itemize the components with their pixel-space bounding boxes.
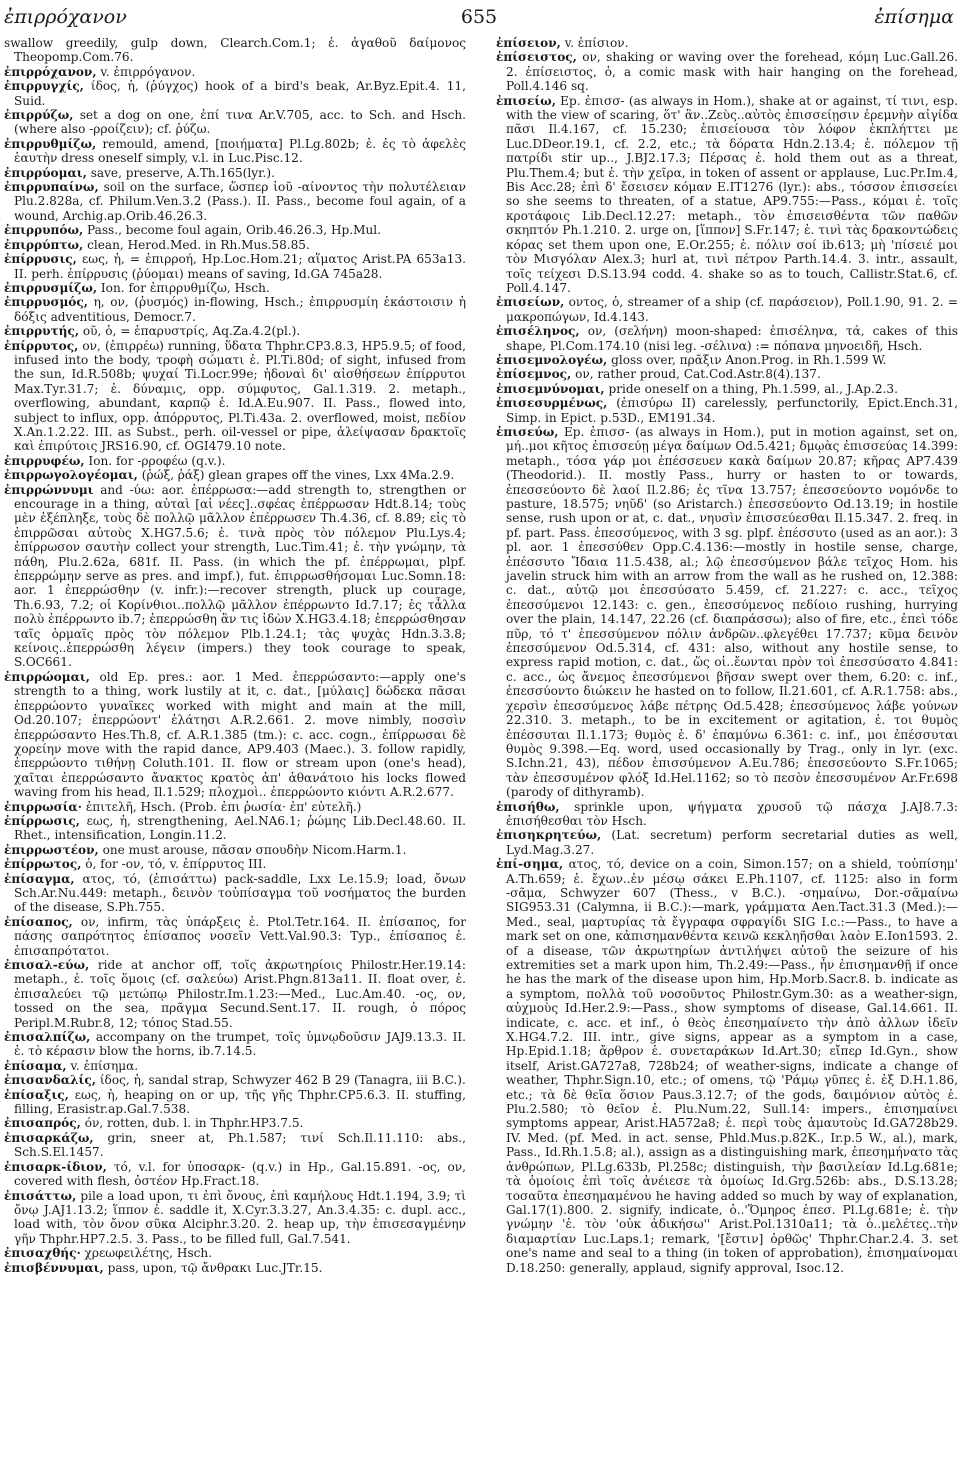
entry-text: χρεωφειλέτης, Hsch. — [84, 1246, 213, 1261]
entry-lemma: ἐπισάττω, — [4, 1188, 77, 1203]
entry-text: οντος, ὁ, streamer of a ship (cf. παράσειον), Poll.1.90, 91. 2. = μακροπώγων, Id.4.143. — [506, 295, 958, 324]
entry-text: pile a load upon, τι ἐπὶ ὄνους, ἐπὶ καμήλους Hdt.1.194, 3.9; τὶ ὄνῳ J.AJ1.13.2; ἵππον ἐ. saddle it, X.Cyr.3.3.27, An.3.4.35: c. dupl. acc., load with, τὸν ὄνον σῦκα Alciphr.3.20. 2. heap up, τὴν ἐπισεσαγμένην γῆν Thphr.HP7.2.5. 3. Pass., to be filled full, Gal.7.541. — [14, 1188, 466, 1246]
dictionary-entry — [4, 468, 466, 482]
entry-lemma: ἐπίσεμνος, — [496, 367, 572, 382]
entry-text: save, preserve, A.Th.165(lyr.). — [90, 165, 275, 180]
dictionary-entry — [496, 353, 958, 367]
dictionary-entry — [4, 1131, 466, 1160]
entry-text: (Lat. secretum) perform secretarial duties as well, Lyd.Mag.3.27. — [506, 828, 958, 857]
entry-text: pass, upon, τῷ ἄνθρακι Luc.JTr.15. — [107, 1260, 323, 1275]
entry-text: Ep. ἐπισσ- (as always in Hom.), shake at or against, τί τινι, esp. with the view of scaring, ὅτ' ἂν..Ζεὺς..αὐτὸς ἐπισσείῃσιν ἐρεμνὴν αἰγίδα πᾶσι Il.4.167, cf. 15.230; ἐπισείουσα τὸν λόφον ἐκπλήττει με Luc.DDeor.19.1, cf. 2.2, etc.; τὰ δόρατα Hdn.2.13.4; ἐ. πόλεμον τῇ πατρίδι stir up.., J.BJ2.17.3; Πέρσας ἐ. hold them out as a threat, Plu.Them.4; but ἐ. τὴν χεῖρα, in token of assent or applause, Luc.Pr.Im.4, Bis Acc.28; ἐπὶ δ' ἔσεισεν κόμαν E.IT1276 (lyr.): abs., τόσσον ἐπισσείει so she seems to threaten, of a statue, AP9.755:—Pass., κόμαι ἐ. τοῖς κροτάφοις Lib.Decl.12.27: metaph., τὸν ἐπισεισθέντα τῶν παθῶν σκηπτόν Ph.1.210. 2. urge on, [ἵππον] S.Fr.147; ἐ. τινὶ τὰς δρακοντώδεις κόρας set them upon one, E.Or.255; ἐ. πόλιν σοί ib.613; μὴ 'πίσειέ μοι τὸν Μισγόλαν Alex.3; hurl at, τινὶ πέτρον Parth.14.4. 3. intr., assault, τοῖς τείχεσι D.S.13.94 codd. 4. shake so as to touch, Callistr.Stat.6, cf. Poll.4.147. — [506, 93, 958, 295]
entry-lemma: ἐπισαλ-εύω, — [4, 958, 90, 972]
entry-text: old Ep. pres.: aor. 1 Med. ἐπερρώσαντο:—apply one's strength to a thing, work lustily at it, c. dat., [μύλαις] δώδεκα πᾶσαι ἐπερρώοντο γυναῖκες worked with might and main at the mill, Od.20.107; ἐπερρώοντ' ἐλάτησι A.R.2.661. 2. move nimbly, ποσσὶν ἐπερρώσαντο Hes.Th.8, cf. A.R.1.385 (tm.): c. acc. cogn., ἐπίρρωσαι δὲ χορείην move with the rapid dance, AP9.403 (Maec.). 3. follow rapidly, ἐπερρώοντο τιθήνῃ Coluth.101. II. flow or stream upon (one's head), χαῖται ἐπερρώσαντο ἄνακτος κρατὸς ἀπ' ἀθανάτοιο his locks flowed waving from his head, Il.1.529; πλοχμοὶ.. ἐπερρώοντο κιόντι A.R.2.677. — [14, 669, 466, 800]
entry-text: sprinkle upon, ψήγματα χρυσοῦ τῷ πάσχα J.AJ8.7.3: ἐπισήθεσθαι τὸν Hsch. — [506, 799, 958, 828]
dictionary-entry — [496, 382, 958, 396]
entry-text: εως, ἡ, strengthening, Ael.NA6.1; ῥώμης Lib.Decl.48.60. II. Rhet., intensification, Longin.11.2. — [14, 813, 466, 843]
entry-text: ίδος, ἡ, (ῥύγχος) hook of a bird's beak, Ar.Byz.Epit.4. 11, Suid. — [14, 79, 466, 108]
entry-lemma: ἐπισήθω, — [496, 799, 560, 814]
dictionary-entry — [4, 180, 466, 223]
dictionary-entry — [4, 1160, 466, 1189]
entry-text: Ion. for -ρροφέω (q.v.). — [88, 453, 226, 468]
entry-text: ἐπιτελῆ, Hsch. (Prob. ἐπι ῥωσία· ἐπ' εὐτελῆ.) — [85, 799, 362, 814]
dictionary-entry — [4, 108, 466, 137]
entry-text: εως, ἡ, = ἐπιρροή, Hp.Loc.Hom.21; αἵματος Arist.PA 653a13. II. perh. ἐπίρρυσις (ῥύομαι) means of saving, Id.GA 745a28. — [14, 252, 466, 281]
dictionary-entry — [4, 137, 466, 166]
entry-text: ον, infirm, τὰς ὑπάρξεις ἐ. Ptol.Tetr.164. II. ἐπίσαπος, for πάσης σαπρότητος ἐπίσαπος νοσεῖν Vett.Val.90.3: Typ., ἐπίσαπος ἐ. ἐπισαπρότατοι. — [14, 914, 466, 958]
dictionary-entry — [4, 800, 466, 814]
entry-lemma: ἐπισηκρητεύω, — [496, 828, 602, 843]
entry-text: accompany on the trumpet, τοῖς ὑμνῳδοῦσιν JAJ9.13.3. II. ἐ. τὸ κέρασιν blow the horns, ib.7.14.5. — [14, 1030, 466, 1059]
entry-lemma: ἐπιρρυτής, — [4, 324, 80, 339]
entry-text: v. ἐπίσιον. — [564, 36, 629, 50]
running-headword-right: ἐπίσημα — [874, 6, 954, 28]
dictionary-entry — [4, 1116, 466, 1130]
dictionary-entry — [4, 65, 466, 79]
entry-lemma: ἐπιρρωστέον, — [4, 842, 99, 857]
entry-lemma: ἐπισαλπίζω, — [4, 1030, 91, 1045]
dictionary-entry — [4, 1073, 466, 1087]
entry-lemma: ἐπίσαγμα, — [4, 871, 75, 886]
entry-text: εως, ἡ, heaping on or up, τῆς γῆς Thphr.CP5.6.3. II. stuffing, filling, Erasistr.ap.Gal.7.538. — [14, 1087, 466, 1117]
entry-lemma: ἐπιρρώομαι, — [4, 669, 90, 684]
entry-lemma: ἐπισεύω, — [496, 424, 559, 439]
entry-text: Pass., become foul again, Orib.46.26.3, Hp.Mul. — [87, 223, 381, 238]
entry-text: οῦ, ὁ, = ἐπαρυστρίς, Aq.Za.4.2(pl.). — [82, 324, 301, 339]
entry-lemma: ἐπίρρωτος, — [4, 857, 82, 872]
entry-text: and -ύω: aor. ἐπέρρωσα:—add strength to, strengthen or encourage in a thing, αὐταὶ [αἱ νέες]..σφέας ἐπέρρωσαν Hdt.8.14; τοὺς μὲν ἐξέπληξε, τοὺς δὲ πολλῷ μᾶλλον ἐπέρρωσεν Th.4.36, cf. 8.89; εἰς τὸ ἐπιρρῶσαι αὐτοὺς X.HG7.5.6; ἐ. τινὰ πρὸς τὸν πόλεμον Plu.Lys.4; ἐπίρρωσον σαυτὴν collect your strength, Luc.Tim.41; ἐ. τὴν γνώμην, τὰ πάθη, Plu.2.62a, 681f. II. Pass. (in which the pf. ἐπέρρωμαι, plpf. ἐπερρώμην serve as pres. and impf.), fut. ἐπιρρωσθήσομαι Luc.Somn.18: aor. 1 ἐπερρώσθην (v. infr.):—recover strength, pluck up courage, Th.6.93, 7.2; οἱ Κορίνθιοι..πολλῷ μᾶλλον ἐπέρρωντο Id.7.17; ἐς τἆλλα πολὺ ἐπέρρωντο ib.7; ἐπερρώσθη ἂν τις ἰδὼν X.HG3.4.18; ἐπερρώσθησαν ταῖς ὁρμαῖς πρὸς τὸν πόλεμον Plb.1.24.1; τὰς ψυχὰς Hdn.3.3.8; κείνοις..ἐπερρώσθη λέγειν (impers.) they took courage to speak, S.OC661. — [14, 482, 466, 670]
entry-lemma: ἐπίσαμα, — [4, 1058, 67, 1073]
entry-text: grin, sneer at, Ph.1.587; τινί Sch.Il.11.110: abs., Sch.S.El.1457. — [14, 1130, 466, 1160]
dictionary-entry — [4, 238, 466, 252]
entry-lemma: ἐπισεσυρμένως, — [496, 396, 608, 411]
entry-lemma: ἐπισανδαλίς, — [4, 1073, 96, 1088]
entry-text: ride at anchor off, τοῖς ἀκρωτηρίοις Philostr.Her.19.14: metaph., ἐ. τοῖς ὅμοις (cf. σαλεύω) Arist.Phgn.813a11. II. float over, ἐ. ἐπισαλεύει τῷ μετώπῳ Philostr.Im.1.23:—Med., Luc.Am.40. -ος, ον, tossed on the sea, πρᾶγμα Secund.Sent.17. II. rough, ὁ πόρος Peripl.M.Rubr.8, 12; τόπος Stad.55. — [14, 958, 466, 1030]
entry-text: (ῥώξ, ῥάξ) glean grapes off the vines, Lxx 4Ma.2.9. — [141, 468, 455, 483]
entry-lemma: ἐπισαρκ-ίδιον, — [4, 1159, 107, 1174]
dictionary-entry — [4, 1246, 466, 1260]
entry-text: pride oneself on a thing, Ph.1.599, al., J.Ap.2.3. — [608, 381, 898, 396]
dictionary-entry — [4, 252, 466, 281]
dictionary-entry — [4, 843, 466, 857]
dictionary-entry — [496, 367, 958, 381]
dictionary-entry — [4, 166, 466, 180]
dictionary-entry — [4, 1030, 466, 1059]
entry-lemma: ἐπιρρύπτω, — [4, 237, 84, 252]
entry-text: v. ἐπίσημα. — [70, 1058, 139, 1073]
dictionary-entry — [4, 814, 466, 843]
dictionary-entry — [4, 295, 466, 324]
entry-lemma: ἐπισείων, — [496, 295, 565, 310]
page-number: 655 — [460, 6, 498, 28]
entry-lemma: ἐπιρρωσία· — [4, 799, 82, 814]
entry-lemma: ἐπισεμνολογέω, — [496, 352, 608, 367]
entry-lemma: ἐπίσειον, — [496, 36, 561, 50]
entry-text: ίδος, ἡ, sandal strap, Schwyzer 462 B 29 (Tanagra, iii B.C.). — [99, 1073, 466, 1088]
entry-lemma: ἐπιρρυπαίνω, — [4, 180, 99, 195]
entry-lemma: ἐπιρρωγολογέομαι, — [4, 468, 138, 483]
dictionary-entry — [496, 50, 958, 93]
dictionary-entry — [496, 425, 958, 800]
entry-text: ὁ, for -ον, τό, v. ἐπίρρυτος III. — [85, 857, 267, 872]
entry-lemma: ἐπιρρυθμίζω, — [4, 136, 97, 151]
dictionary-entry — [496, 828, 958, 857]
entry-text: v. ἐπιρρόγανον. — [100, 64, 196, 79]
entry-text: remould, amend, [ποιήματα] Pl.Lg.802b; ἐ. ἐς τὸ ἀφελὲς ἑαυτὴν dress oneself simply, v.l. in Luc.Pisc.12. — [14, 136, 466, 166]
entry-text: Ion. for ἐπιρρυθμίζω, Hsch. — [100, 280, 270, 295]
entry-lemma: ἐπίρρυσις, — [4, 252, 77, 267]
entry-text: one must arouse, πᾶσαν σπουδὴν Nicom.Harm.1. — [102, 842, 407, 857]
dictionary-entry — [496, 94, 958, 296]
entry-lemma: ἐπισαπρός, — [4, 1116, 81, 1131]
dictionary-entry — [496, 295, 958, 324]
entry-text: set a dog on one, ἐπί τινα Ar.V.705, acc. to Sch. and Hsch.(where also -ρροίζειν); cf. ῥύζω. — [14, 108, 466, 137]
entry-lemma: ἐπιρρώννυμι — [4, 482, 94, 497]
entry-text: gloss over, πρᾶξιν Anon.Prog. in Rh.1.599 W. — [611, 352, 887, 367]
entry-text: ον, shaking or waving over the forehead, κόμη Luc.Gall.26. 2. ἐπίσειστος, ὁ, a comic mask with hair hanging on the forehead, Poll.4.146 sq. — [506, 50, 958, 94]
running-headword-left: ἐπιρρόχανον — [4, 6, 127, 28]
entry-lemma: ἐπισβέννυμαι, — [4, 1260, 104, 1275]
dictionary-entry — [4, 670, 466, 800]
right-column — [496, 36, 958, 1468]
dictionary-entry — [496, 800, 958, 829]
dictionary-entry — [4, 1261, 466, 1275]
entry-text: ον, rather proud, Cat.Cod.Astr.8(4).137. — [575, 367, 821, 382]
dictionary-entry — [4, 915, 466, 958]
dictionary-entry — [496, 857, 958, 1275]
dictionary-entry — [4, 36, 466, 65]
entry-lemma: ἐπιρρύζω, — [4, 108, 74, 123]
page-header — [4, 6, 954, 34]
entry-lemma: ἐπί-σημα, — [496, 857, 564, 872]
dictionary-entry — [4, 281, 466, 295]
dictionary-entry — [4, 1088, 466, 1117]
entry-lemma: ἐπίσαπος, — [4, 914, 73, 929]
dictionary-entry — [4, 454, 466, 468]
dictionary-entry — [4, 872, 466, 915]
dictionary-entry — [4, 483, 466, 670]
entry-lemma: ἐπίσειστος, — [496, 50, 577, 65]
entry-lemma: ἐπισεμνύνομαι, — [496, 381, 605, 396]
entry-text: όν, rotten, dub. l. in Thphr.HP3.7.5. — [84, 1116, 304, 1131]
entry-text: ον, (σελήνη) moon-shaped: ἐπισέληνα, τά, cakes of this shape, Pl.Com.174.10 (nisi leg. -σέλινα) := πόπανα μηνοειδῆ, Hsch. — [506, 324, 958, 353]
entry-lemma: ἐπίσαξις, — [4, 1087, 69, 1102]
entry-text: ατος, τό, device on a coin, Simon.157; on a shield, τοὐπίσημ' A.Th.659; ἐ. ἔχων..ἐν μέσῳ σάκει E.Ph.1107, cf. 1125: also in form -σᾶμα, Schwyzer 607 (Thess., v B.C.). -σημαίνω, Dor.-σᾶμαίνω SIG953.31 (Calymna, ii B.C.):—mark, γράμματα Aen.Tact.31.3 (Med.):—Med., seal, μαρτυρίας τὰ ἔγγραφα σφραγίδι SIG I.c.:—Pass., to have a mark set on one, κἀπισημανθέντα κεινῶ κεκληῆσθαι λαὸν E.Ion1593. 2. of a disease, τῶν ἀκρωτηρίων ἀντιλήψει αὐτοῦ the seizure of his extremities set a mark upon him, Th.2.49:—Pass., ἦν ἐπισημανθῇ if once he has the mark of the disease upon him, Hp.Morb.Sacr.8. b. indicate as a symptom, πολλὰ τοῦ νοσοῦντος Philostr.Gym.30: as a weather-sign, αὐχμοὺς Id.Her.2.9:—Pass., show symptoms of disease, Gal.14.661. II. indicate, c. acc. et inf., ὁ θεὸς ἐπεσημαίνετο τὴν ἀπὸ ἀλλων ἰδεῖν X.HG4.7.2. III. intr., give signs, appear as a symptom in a case, Hp.Epid.1.18; ἄρθρον ἐ. συνεταράκων Id.Art.30; εἴπερ Id.Gyn., show itself, Arist.GA727a8, 728b24; of weather-signs, indicate a change of weather, Thphr.Sign.10, etc.; of omens, τῷ 'Ράμῳ γῦπες ἐ. ἐξ D.H.1.86, etc.; τὰ δὲ θεῖα ὅσιον Paus.3.12.7; of the gods, δαιμόνιον αὐτὸς ἐ. Plu.2.580; τὸ θεῖον ἐ. Plu.Num.22, Sull.14: impers., ἐπισημαίνει symptoms appear, Arist.HA572a8; ἐ. περὶ τοὺς ἀμαυτοὺς Id.GA728b29. IV. Med. (pf. Med. in act. sense, Phld.Mus.p.82K., Ir.p.5 W., al.), mark, Pass., Id.Rh.1.5.8; al.), assign as a distinguishing mark, ἐπεσημήνατο τὰς ἀνθρώπων, Pl.Lg.633b, Pl.258c; distinguish, τὴν βασιλείαν Id.Lg.681e; τὰ ὁμοίοις ἐπὶ τοῖς ἀνέιεσε τὰ ὁμοίως Id.Grg.526b: abs., D.S.13.28; τοσαῦτα ἐπεσημαμένου he having added so much by way of explanation, Gal.17(1).800. 2. signify, indicate, ὁ..'Ὅμηρος ἐπεσ. Pl.Lg.681e; ἐ. τὴν γνώμην 'ἐ. τὸν 'οὐκ ἀδικήσω'' Arist.Pol.1310a11; τὰ ὁ..μελέτες..τὴν διαμαρτίαν Luc.Laps.1; remark, '[ἔστιν] ὀρθῶς' Thphr.Char.2.4. 3. set one's name and seal to a thing (in token of approbation), ἐπισημαίνομαι D.18.250: generally, applaud, signify approval, Isoc.12. — [506, 857, 958, 1275]
entry-text: Ep. ἐπισσ- (as always in Hom.), put in motion against, set on, μή..μοι κῆτος ἐπισσεύῃ μέγα δαίμων Od.5.421; δμῳὰς ἐπισσεύας 14.399: metaph., τόσα γάρ μοι ἐπέσσευεν κακὰ δαίμων 20.87; κῆρας AP7.439 (Theodorid.). II. mostly Pass., hurry or hasten to or towards, ἐπεσσεύοντο δὲ λαοί Il.2.86; ἐς τῖνα 13.757; ἐπεσσεύοντο νομόνδε to pasture, 18.575; νηῦδ' (so Aristarch.) ἐπεσσεύοντο Od.13.19; in hostile sense, rush upon or at, c. dat., νηυσὶν ἐπισσεύεσθαι Il.15.347. 2. freq. in pf. part. Pass. ἐπεσσύμενος, with 3 sg. plpf. ἐπέσσυτο (used as an aor.): 3 pl. aor. 1 ἐπεσσύθεν Opp.C.4.136:—mostly in hostile sense, charge, ἐπέσσυτο Ἴδαια 11.5.438, al.; λῷ ἐπεσσύμενον βάλε τεῖχος Hom. his javelin struck him with an arrow from the wall as he rushed on, 12.388: c. dat., αὐτῷ μοι ἐπεσσύσατο 5.459, cf. 21.227: c. acc., τεῖχος ἐπεσσύμενοι 12.143: c. gen., ἐπεσσύμενος πεδίοιο rushing, hurrying over the plain, 14.147, 22.26 (cf. διαπράσσω); also of fire, etc., ἐπεὶ τόδε πῦρ, τό τ' ἐπεσσύμενον πόλιν ἀνδρῶν..φλεγέθει 17.737; κῦμα δεινὸν ἐπεσσύμενον Od.5.314, cf. 431: also, without any hostile sense, to express rapid motion, c. dat., ὥς οἱ..ἔωνται πρὸν τοὶ ἐπεσσύσατο 4.841: c. acc., ὡς ἄνεμος ἐπεσσύμενοι βῆσαν swept over them, 6.20: c. inf., ἐπεσσύοντο διώκειν he hasted on to follow, Il.21.601, cf. A.R.1.758: abs., χερσὶν ἐπεσσύμενος λάβε πέτρης Od.5.428; ἐπεσσύμενος λάβε γούνων 22.310. 3. metaph., to be in excitement or agitation, ἐ. τοι θυμὸς ἐπέσσυται Il.1.173; θυμὸς ἐ. δ' ἐπαμύνω 6.361: c. inf., μοι ἐπέσσυται θυμὸς 9.398.—Eq. word, used occasionally by Trag., only in lyr. (exc. S.Ichn.21, 43), πέδον ἐπισσύμενον A.Eu.786; ἐπεσσεύοντο S.Fr.1065; τὰν ἐπεσσυμένον φλόξ Id.Hel.1162; so τὸ πεσὸν ἐπεσσυμένον Ar.Fr.698 (parody of dithyramb). — [506, 424, 958, 800]
entry-text: swallow greedily, gulp down, Clearch.Com.1; ἐ. ἀγαθοῦ δαίμονος Theopomp.Com.76. — [4, 36, 466, 65]
entry-lemma: ἐπιρρυσμός, — [4, 295, 88, 310]
dictionary-entry — [4, 1059, 466, 1073]
entry-text: τό, v.l. for ὑποσαρκ- (q.v.) in Hp., Gal.15.891. -ος, ον, covered with flesh, ὀστέον Hp.Fract.18. — [14, 1159, 466, 1189]
dictionary-entry — [4, 79, 466, 108]
entry-text: (ἐπισύρω II) carelessly, perfunctorily, Epict.Ench.31, Simp. in Epict. p.53D., EM191.34. — [506, 396, 958, 425]
entry-lemma: ἐπιρρυσμίζω, — [4, 280, 98, 295]
entry-lemma: ἐπιρρυγχίς, — [4, 79, 84, 94]
dictionary-entry — [496, 396, 958, 425]
dictionary-entry — [4, 339, 466, 454]
entry-text: ον, (ἐπιρρέω) running, ὕδατα Thphr.CP3.8.3, HP5.9.5; of food, infused into the body, τροφὴ σώματι ἐ. Pl.Ti.80d; of sight, infused from the sun, Id.R.508b; ψυχαί Ti.Locr.99e; ἡδοναὶ δι' αἰσθήσεων ἐπίρρυτοι Max.Tyr.31.7; ἐ. δύναμις, opp. σύμφυτος, Gal.1.319. 2. metaph., overflowing, abundant, καρπῷ ἐ. Id.A.Eu.907. II. Pass., flowed into, subject to influx, opp. ἀπόρρυτος, Pl.Ti.43a. 2. overflowed, moist, πεδίον X.An.1.2.22. III. as Subst., perh. oil-vessel or pipe, ἀλείψασαν δρακτοῖς καὶ ἐπιρύτοις JRS16.90, cf. OGI479.10 note. — [14, 338, 466, 454]
dictionary-entry — [496, 324, 958, 353]
entry-lemma: ἐπιρρυφέω, — [4, 453, 85, 468]
dictionary-entry — [4, 324, 466, 338]
dictionary-entry — [4, 958, 466, 1030]
entry-lemma: ἐπίρρυτος, — [4, 338, 79, 353]
entry-lemma: ἐπιρρόχανον, — [4, 64, 97, 79]
left-column — [4, 36, 466, 1468]
entry-lemma: ἐπισαρκάζω, — [4, 1130, 94, 1145]
entry-lemma: ἐπισέληνος, — [496, 324, 580, 339]
entry-lemma: ἐπιρρύομαι, — [4, 165, 87, 180]
entry-text: clean, Herod.Med. in Rh.Mus.58.85. — [87, 237, 310, 252]
entry-lemma: ἐπισαχθής· — [4, 1246, 81, 1261]
entry-lemma: ἐπιρρυπόω, — [4, 223, 84, 238]
dictionary-entry — [4, 857, 466, 871]
dictionary-entry — [4, 223, 466, 237]
entry-text: soil on the surface, ὥσπερ ἰοῦ -αίνοντος τὴν πολυτέλειαν Plu.2.828a, cf. Philum.Ven.3.2 (Pass.). II. Pass., become foul again, of a wound, Archig.ap.Orib.46.26.3. — [14, 180, 466, 223]
dictionary-entry — [496, 36, 958, 50]
entry-text: ατος, τό, (ἐπισάττω) pack-saddle, Lxx Le.15.9; load, ὄνων Sch.Ar.Nu.449: metaph., δεινὸν τοὐπίσαγμα τοῦ νοσήματος the burden of the disease, S.Ph.755. — [14, 871, 466, 915]
entry-text: η, ον, (ῥυσμός) in-flowing, Hsch.; ἐπιρρυσμίη ἑκάστοισιν ἡ δόξις adventitious, Democr.7. — [14, 295, 466, 324]
dictionary-entry — [4, 1189, 466, 1247]
entry-lemma: ἐπισείω, — [496, 93, 556, 108]
entry-lemma: ἐπίρρωσις, — [4, 813, 80, 828]
